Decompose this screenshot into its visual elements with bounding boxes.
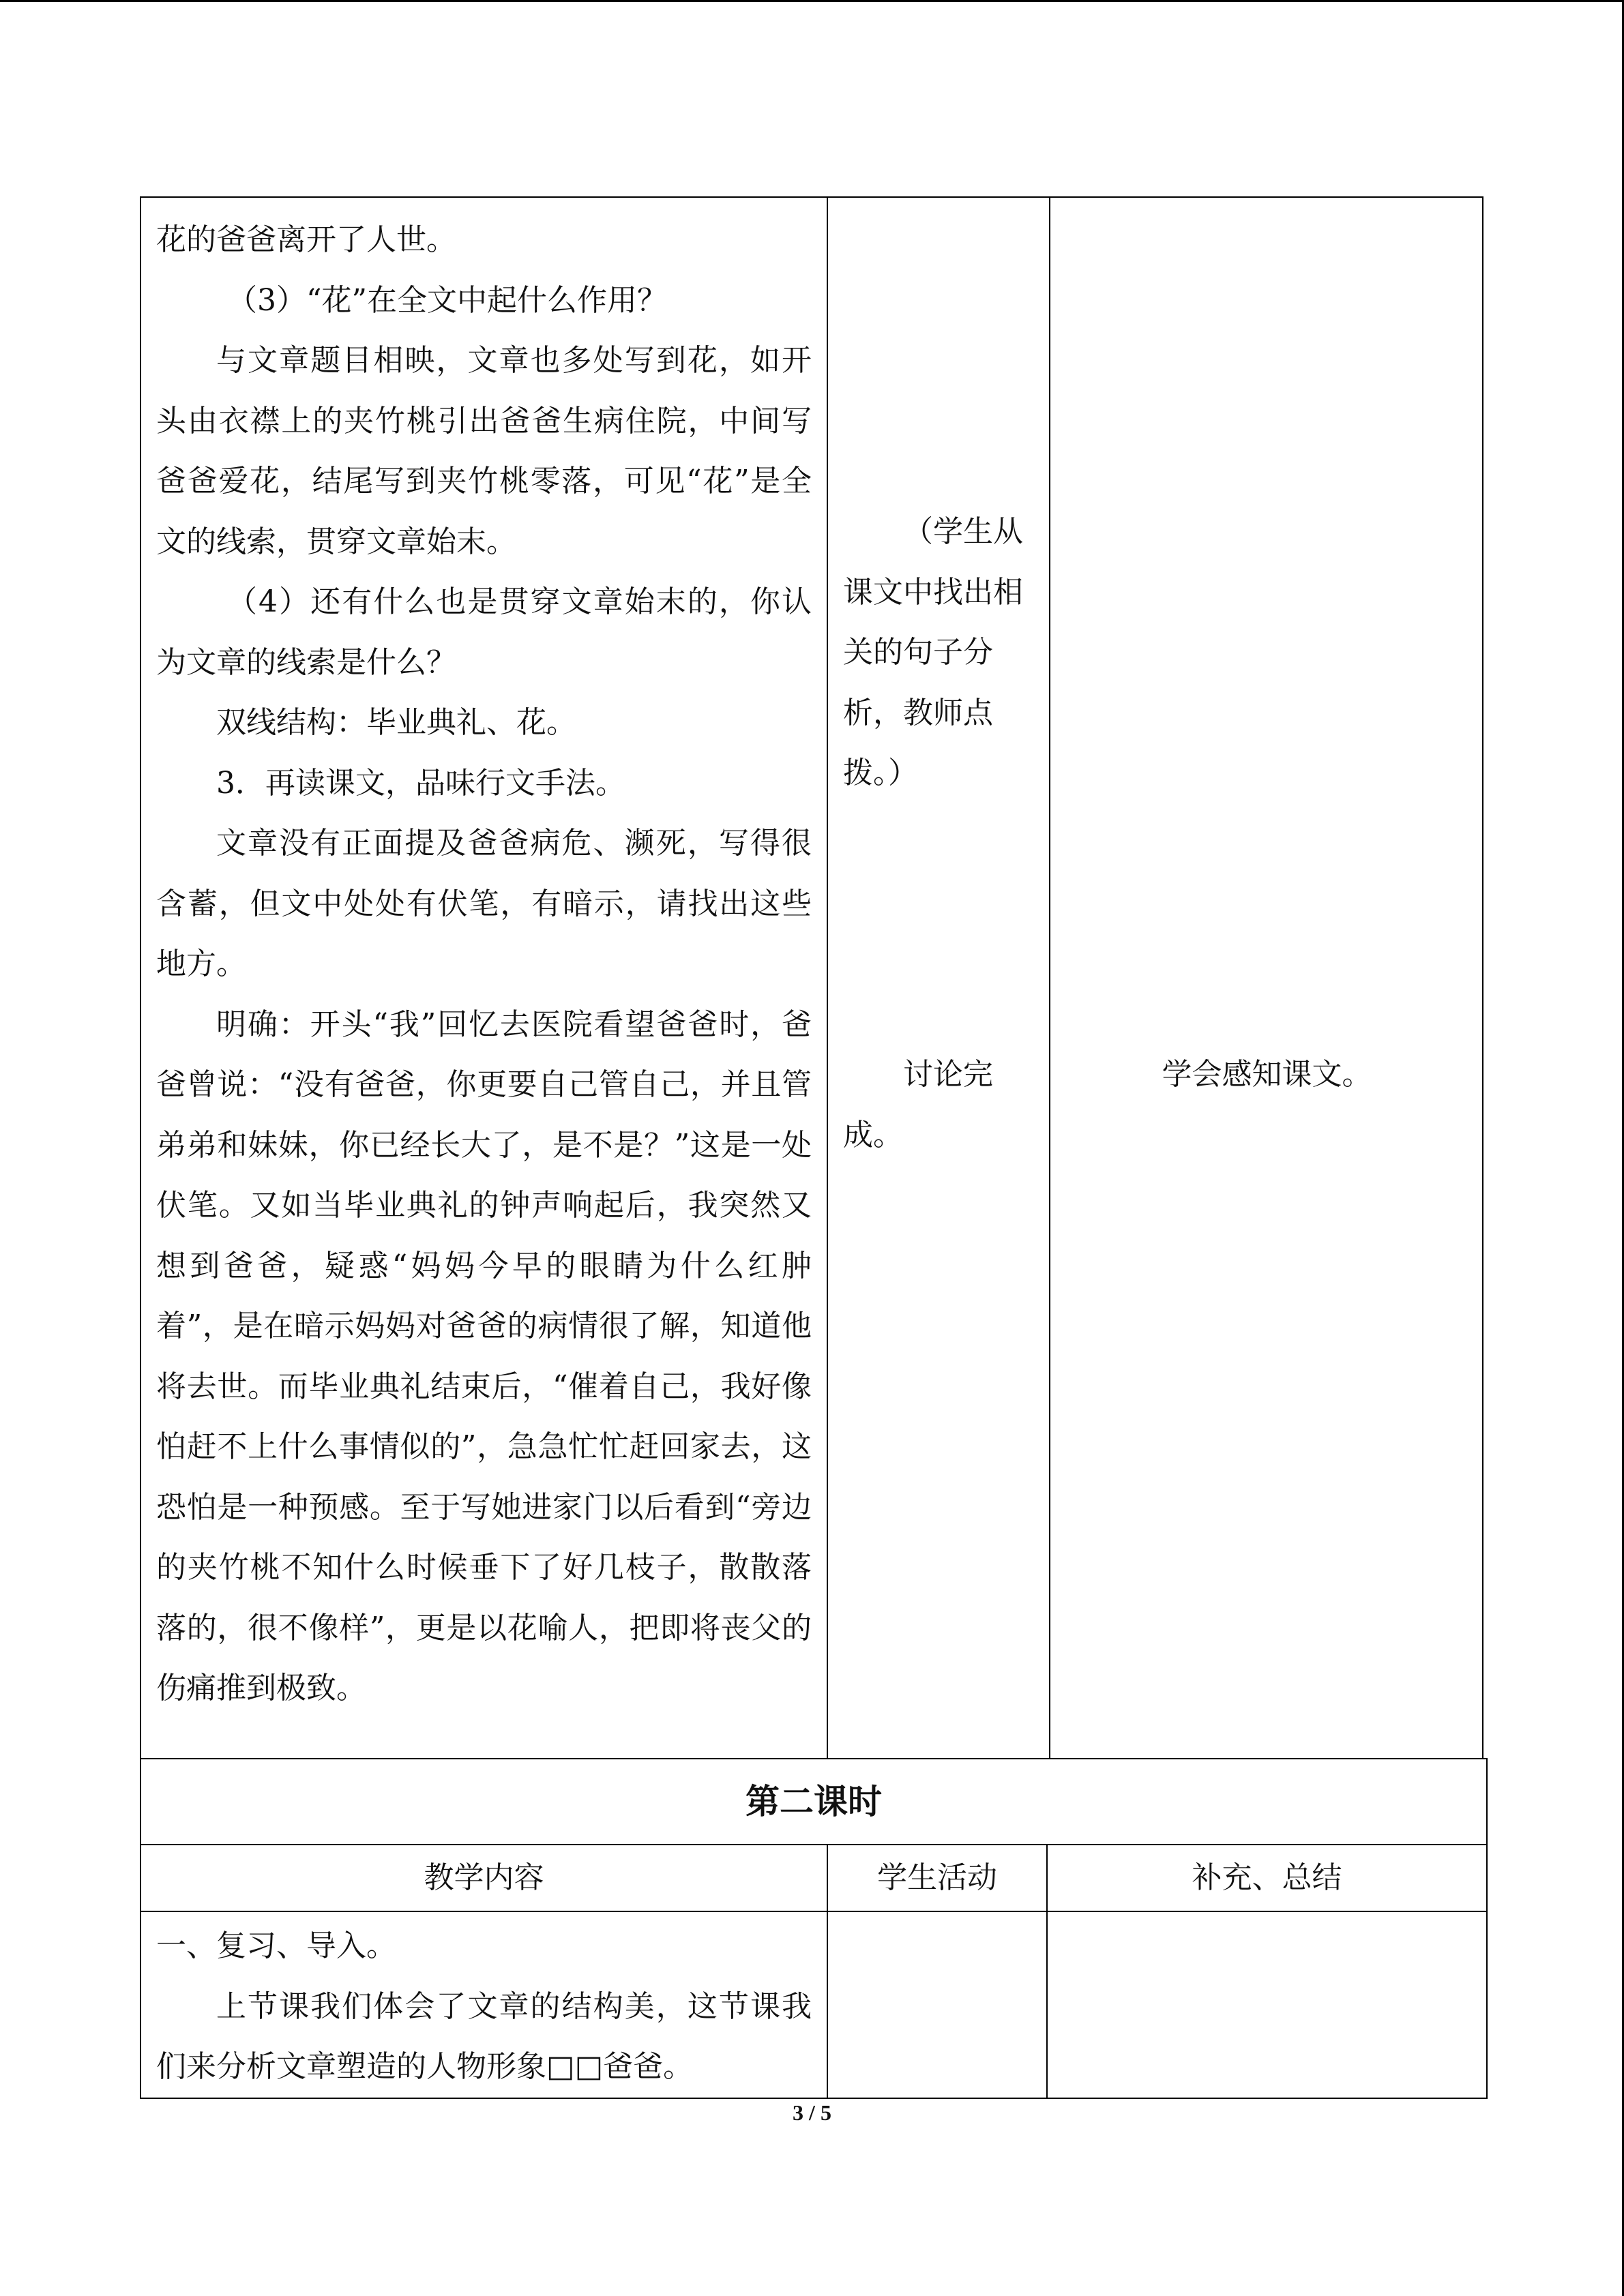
student-activity-cell — [827, 1911, 1047, 2098]
supplement-cell — [1047, 1911, 1487, 2098]
student-activity-note: 讨论完成。 — [843, 1057, 993, 1152]
paragraph: 与文章题目相映，文章也多处写到花，如开头由衣襟上的夹竹桃引出爸爸生病住院，中间写爸爸爱花，结尾写到夹竹桃零落，可见“花”是全文的线索，贯穿文章始末。 — [156, 343, 812, 559]
paragraph: （4）还有什么也是贯穿文章始末的，你认为文章的线索是什么？ — [156, 584, 812, 680]
paragraph: 一、复习、导入。 — [156, 1928, 396, 1963]
student-activity-cell — [827, 197, 1050, 1759]
column-header: 学生活动 — [827, 1845, 1047, 1911]
supplement-cell — [1050, 197, 1483, 1759]
paragraph: 双线结构：毕业典礼、花。 — [216, 705, 576, 740]
paragraph: 上节课我们体会了文章的结构美，这节课我们来分析文章塑造的人物形象□□爸爸。 — [156, 1988, 812, 2084]
second-lesson-table — [140, 1758, 1488, 2099]
student-activity-note: （学生从课文中找出相关的句子分析，教师点拨。） — [843, 514, 1023, 790]
paragraph: 3．再读课文，品味行文手法。 — [216, 765, 625, 801]
section-title: 第二课时 — [141, 1759, 1487, 1845]
column-header: 补充、总结 — [1047, 1845, 1487, 1911]
supplement-note: 学会感知课文。 — [1162, 1057, 1372, 1092]
teaching-content-cell — [141, 197, 827, 1759]
paragraph: 花的爸爸离开了人世。 — [156, 222, 456, 257]
column-header: 教学内容 — [141, 1845, 827, 1911]
page-number: 3 / 5 — [793, 2100, 831, 2125]
page-top-border — [0, 0, 1624, 2]
paragraph: 明确：开头“我”回忆去医院看望爸爸时，爸爸曾说：“没有爸爸，你更要自己管自己，并且管弟弟和妹妹，你已经长大了，是不是？”这是一处伏笔。又如当毕业典礼的钟声响起后，我突然又想到爸爸，疑惑“妈妈今早的眼睛为什么红肿着”，是在暗示妈妈对爸爸的病情很了解，知道他将去世。而毕业典礼结束后，“催着自己，我好像怕赶不上什么事情似的”，急急忙忙赶回家去，这恐怕是一种预感。至于写她进家门以后看到“旁边的夹竹桃不知什么时候垂下了好几枝子，散散落落的，很不像样”，更是以花喻人，把即将丧父的伤痛推到极致。 — [156, 1007, 812, 1705]
paragraph: （3）“花”在全文中起什么作用？ — [227, 282, 667, 318]
paragraph: 文章没有正面提及爸爸病危、濒死，写得很含蓄，但文中处处有伏笔，有暗示，请找出这些地方。 — [156, 826, 812, 981]
lesson-table-continued — [140, 196, 1483, 1759]
teaching-content-cell — [141, 1911, 827, 2098]
